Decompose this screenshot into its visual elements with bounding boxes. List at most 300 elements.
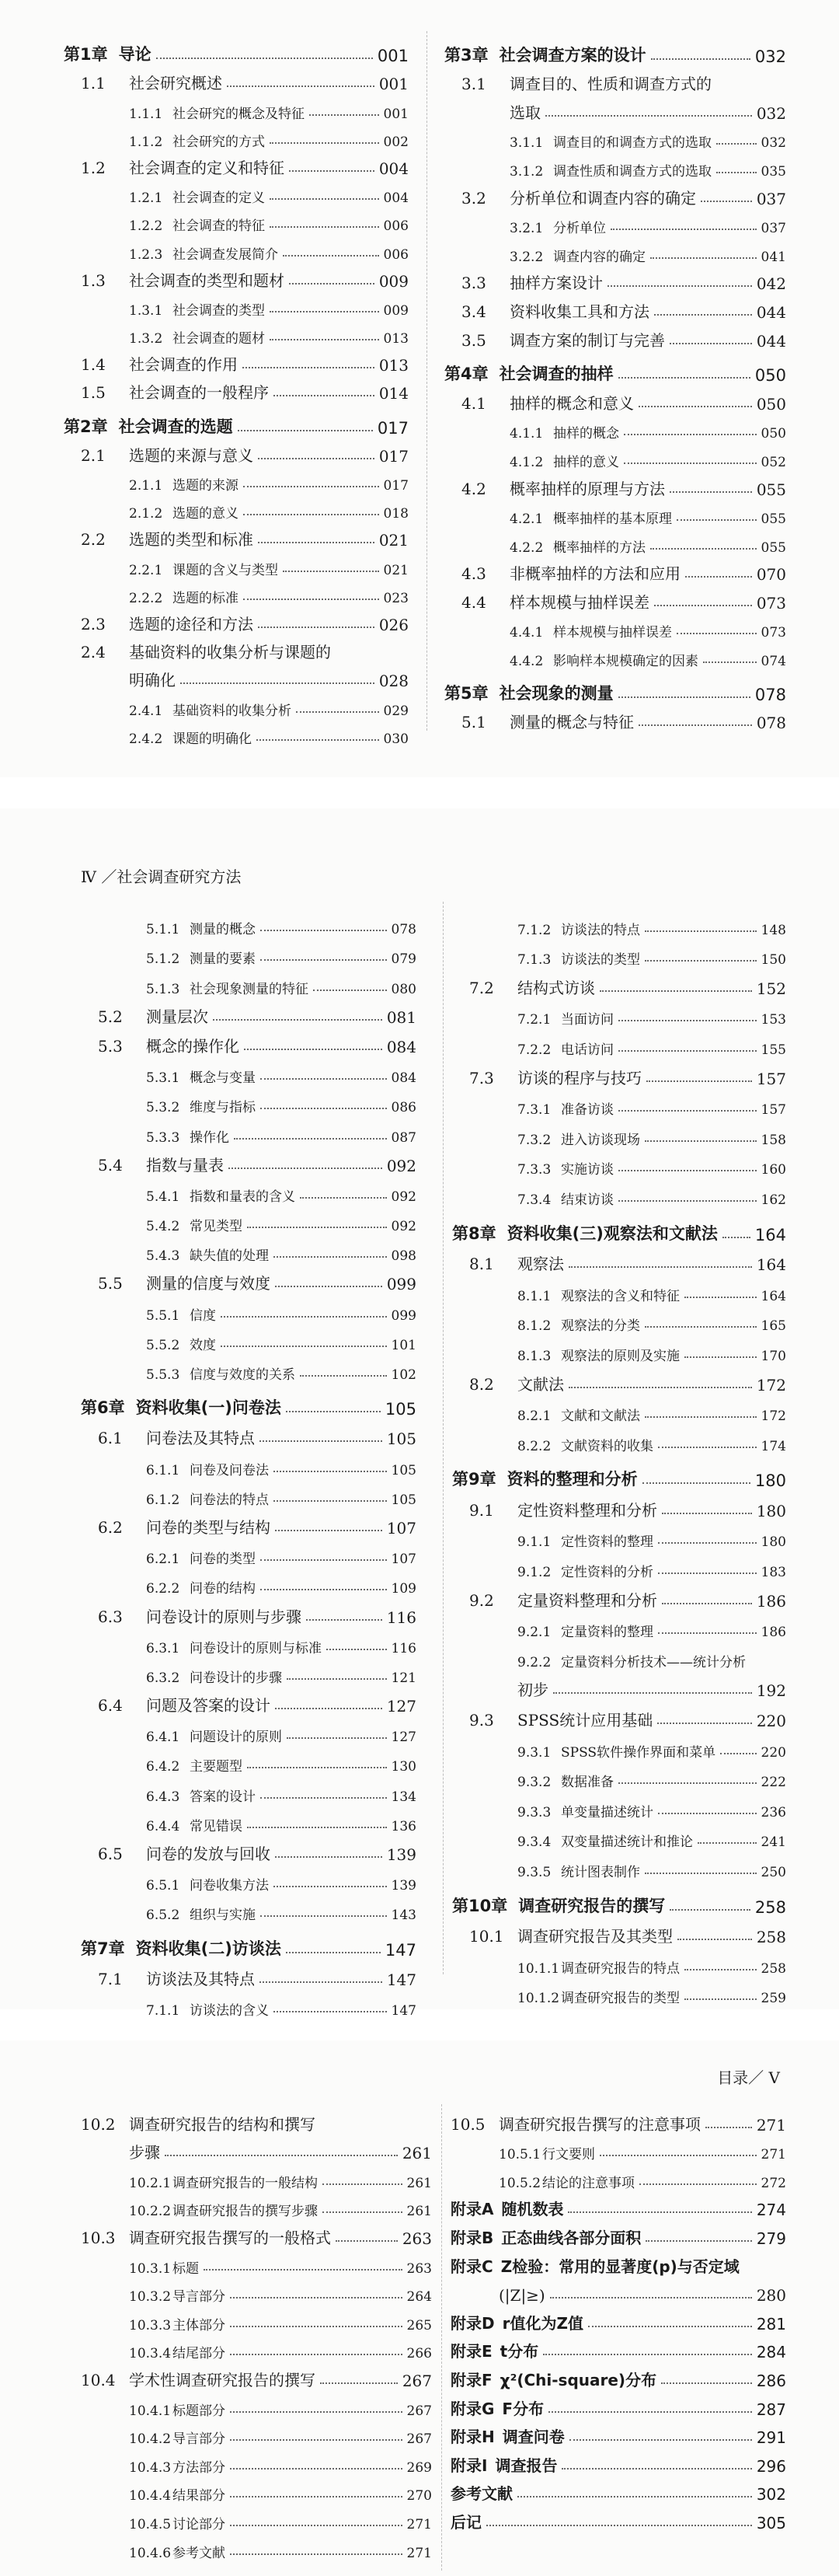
leader-dots xyxy=(650,257,757,259)
leader-dots xyxy=(645,1873,757,1874)
entry-number: 第3章 xyxy=(444,45,489,65)
subsection-entry[interactable] xyxy=(81,1627,416,1656)
entry-title: 信度与效度的关系 xyxy=(190,1367,295,1383)
subsection-entry[interactable] xyxy=(81,1567,416,1597)
entry-title: 调查研究报告的结构和撰写 xyxy=(129,2114,315,2134)
entry-title: 分析单位和调查内容的确定 xyxy=(510,188,696,208)
section-entry[interactable] xyxy=(64,263,409,291)
section-entry[interactable] xyxy=(452,1580,786,1611)
section-entry[interactable] xyxy=(444,180,786,208)
section-entry[interactable] xyxy=(444,265,786,294)
leader-dots xyxy=(677,633,757,634)
subsection-entry[interactable] xyxy=(64,494,409,522)
leader-dots xyxy=(180,682,374,684)
entry-title: 访谈法及其特点 xyxy=(146,1969,255,1988)
subsection-entry[interactable] xyxy=(451,2134,786,2163)
subsection-entry[interactable] xyxy=(452,1550,786,1580)
subsection-entry[interactable] xyxy=(64,234,409,262)
leader-dots xyxy=(230,2525,402,2526)
appendix-entry[interactable] xyxy=(451,2390,786,2419)
page-number: 261 xyxy=(406,2175,432,2191)
leader-dots xyxy=(283,255,379,257)
subsection-entry[interactable] xyxy=(452,1946,786,1977)
section-entry[interactable] xyxy=(64,150,409,178)
entry-number: 1.2.1 xyxy=(129,190,163,207)
entry-number: 9.1 xyxy=(469,1500,494,1520)
appendix-entry[interactable] xyxy=(451,2361,786,2390)
entry-number: 10.4.4 xyxy=(129,2488,172,2504)
section-entry[interactable] xyxy=(452,1917,786,1947)
leader-dots xyxy=(646,1080,752,1082)
page-number: 099 xyxy=(386,1275,416,1294)
page-number: 055 xyxy=(761,511,786,528)
subsection-entry[interactable] xyxy=(81,2248,432,2277)
chapter-entry[interactable] xyxy=(444,357,786,386)
appendix-entry[interactable] xyxy=(451,2219,786,2248)
subsection-entry[interactable] xyxy=(64,550,409,578)
subsection-entry[interactable] xyxy=(444,613,786,641)
page-number: 041 xyxy=(761,249,786,265)
leader-dots xyxy=(716,172,757,173)
subsection-entry[interactable] xyxy=(444,641,786,669)
subsection-entry[interactable] xyxy=(81,1805,416,1834)
section-entry[interactable] xyxy=(81,2361,432,2390)
entry-number: 第8章 xyxy=(452,1223,496,1243)
entry-title: 常见错误 xyxy=(190,1818,242,1834)
entry-number: 第10章 xyxy=(452,1896,508,1915)
entry-number: 1.2.3 xyxy=(129,246,163,263)
subsection-entry[interactable] xyxy=(444,123,786,152)
leader-dots xyxy=(287,1678,387,1680)
section-entry[interactable] xyxy=(452,1700,786,1730)
entry-title: 定量资料的整理 xyxy=(561,1625,653,1641)
subsection-entry[interactable] xyxy=(452,1148,786,1178)
leader-dots xyxy=(322,2183,402,2185)
entry-number: 9.3.5 xyxy=(517,1865,552,1880)
entry-number: 第9章 xyxy=(452,1470,496,1489)
section-entry[interactable] xyxy=(81,2219,432,2248)
subsection-entry[interactable] xyxy=(81,1056,416,1086)
subsection-entry[interactable] xyxy=(81,1293,416,1323)
section-entry[interactable] xyxy=(444,704,786,733)
subsection-entry[interactable] xyxy=(452,1850,786,1880)
subsection-entry[interactable] xyxy=(444,236,786,265)
entry-continuation-entry[interactable] xyxy=(444,94,786,123)
entry-title: 后记 xyxy=(451,2512,482,2532)
page-number: 042 xyxy=(756,274,786,294)
chapter-entry[interactable] xyxy=(64,37,409,65)
section-entry[interactable] xyxy=(444,66,786,95)
appendix-entry[interactable] xyxy=(451,2248,786,2277)
page-number: 267 xyxy=(406,2403,432,2419)
subsection-entry[interactable] xyxy=(64,291,409,319)
appendix-entry[interactable] xyxy=(451,2447,786,2476)
subsection-entry[interactable] xyxy=(64,719,409,747)
leader-dots xyxy=(618,1170,757,1171)
entry-continuation-entry[interactable] xyxy=(452,1670,786,1701)
entry-number: 4.2.1 xyxy=(510,511,544,528)
leader-dots xyxy=(275,1856,382,1858)
leader-dots xyxy=(260,1589,387,1590)
section-entry[interactable] xyxy=(452,1244,786,1275)
entry-number: 10.4.2 xyxy=(129,2431,172,2448)
subsection-entry[interactable] xyxy=(64,319,409,347)
leader-dots xyxy=(256,739,379,741)
page-number: 101 xyxy=(391,1337,416,1353)
entry-title: 概念的操作化 xyxy=(146,1036,239,1056)
subsection-entry[interactable] xyxy=(81,1478,416,1508)
entry-title: 测量的概念 xyxy=(190,922,256,938)
subsection-entry[interactable] xyxy=(444,414,786,442)
subsection-entry[interactable] xyxy=(81,1716,416,1745)
entry-number: 5.4.1 xyxy=(146,1189,180,1205)
entry-number: 6.4.2 xyxy=(146,1759,180,1775)
subsection-entry[interactable] xyxy=(452,1820,786,1851)
chapter-entry[interactable] xyxy=(452,1887,786,1917)
entry-title: 指数和量表的含义 xyxy=(190,1189,295,1205)
page-number: 009 xyxy=(383,302,409,319)
subsection-entry[interactable] xyxy=(452,1730,786,1761)
page-number: 241 xyxy=(761,1834,786,1851)
entry-title: 社会现象的测量 xyxy=(499,683,614,703)
entry-title: 参考文献 xyxy=(451,2484,513,2504)
subsection-entry[interactable] xyxy=(452,998,786,1028)
subsection-entry[interactable] xyxy=(81,2162,432,2191)
subsection-entry[interactable] xyxy=(452,1334,786,1364)
entry-title: 标题 xyxy=(172,2260,199,2277)
appendix-entry[interactable] xyxy=(451,2504,786,2532)
subsection-entry[interactable] xyxy=(444,527,786,556)
entry-title: 实施访谈 xyxy=(561,1162,614,1178)
section-entry[interactable] xyxy=(444,470,786,499)
subsection-entry[interactable] xyxy=(81,1234,416,1264)
appendix-entry[interactable] xyxy=(451,2476,786,2504)
entry-title: 准备访谈 xyxy=(561,1102,614,1119)
section-entry[interactable] xyxy=(81,997,416,1027)
section-entry[interactable] xyxy=(444,385,786,414)
entry-title: 测量层次 xyxy=(146,1007,208,1026)
entry-title: 讨论部分 xyxy=(172,2516,225,2532)
entry-number: 7.2.2 xyxy=(517,1042,552,1058)
leader-dots xyxy=(313,990,387,991)
page-number: 074 xyxy=(761,654,786,670)
chapter-entry[interactable] xyxy=(81,1929,416,1959)
section-entry[interactable] xyxy=(81,2106,432,2134)
entry-title: 问卷的类型与结构 xyxy=(146,1517,270,1537)
entry-title: 社会调查的特征 xyxy=(172,218,265,235)
entry-continuation-entry[interactable] xyxy=(81,2134,432,2163)
entry-title: 文献和文献法 xyxy=(561,1408,640,1425)
subsection-entry[interactable] xyxy=(452,1028,786,1058)
chapter-entry[interactable] xyxy=(64,409,409,437)
page-number: 302 xyxy=(756,2485,786,2504)
leader-dots xyxy=(242,367,374,368)
subsection-entry[interactable] xyxy=(81,967,416,997)
entry-number: 4.1.2 xyxy=(510,454,544,470)
appendix-entry[interactable] xyxy=(451,2419,786,2448)
page-number: 092 xyxy=(391,1189,416,1205)
page-number: 013 xyxy=(383,331,409,347)
subsection-entry[interactable] xyxy=(81,1205,416,1234)
subsection-entry[interactable] xyxy=(81,2333,432,2362)
entry-title: 概念与变量 xyxy=(190,1070,256,1087)
entry-title: 社会调查方案的设计 xyxy=(499,45,646,65)
leader-dots xyxy=(650,548,757,550)
chapter-entry[interactable] xyxy=(444,675,786,704)
subsection-entry[interactable] xyxy=(64,206,409,234)
subsection-entry[interactable] xyxy=(452,1088,786,1119)
subsection-entry[interactable] xyxy=(81,1448,416,1478)
page-number: 032 xyxy=(761,135,786,152)
subsection-entry[interactable] xyxy=(81,1894,416,1923)
entry-number: 5.3 xyxy=(98,1036,123,1056)
entry-title: 选题的途径和方法 xyxy=(129,614,253,634)
entry-title: 导言部分 xyxy=(172,2431,225,2448)
entry-title: 初步 xyxy=(517,1681,548,1700)
subsection-entry[interactable] xyxy=(64,122,409,150)
section-entry[interactable] xyxy=(81,1597,416,1626)
subsection-entry[interactable] xyxy=(81,1175,416,1205)
subsection-entry[interactable] xyxy=(452,1424,786,1454)
entry-number: 3.5 xyxy=(461,330,486,350)
page-number: 192 xyxy=(756,1681,786,1701)
leader-dots xyxy=(243,514,379,515)
entry-number: 附录A xyxy=(451,2200,494,2219)
chapter-entry[interactable] xyxy=(452,1461,786,1491)
page-number: 116 xyxy=(391,1640,416,1656)
page-number: 014 xyxy=(378,384,409,403)
section-entry[interactable] xyxy=(64,522,409,550)
page-number: 079 xyxy=(391,951,416,968)
subsection-entry[interactable] xyxy=(81,1745,416,1775)
toc-column-right xyxy=(452,908,786,2006)
section-entry[interactable] xyxy=(81,1419,416,1448)
entry-title: 结束访谈 xyxy=(561,1192,614,1208)
section-entry[interactable] xyxy=(81,1027,416,1056)
subsection-entry[interactable] xyxy=(444,151,786,180)
entry-title: 抽样的概念和意义 xyxy=(510,393,634,413)
subsection-entry[interactable] xyxy=(452,1178,786,1208)
leader-dots xyxy=(684,1969,757,1970)
entry-continuation-entry[interactable] xyxy=(451,2277,786,2305)
section-entry[interactable] xyxy=(81,1264,416,1293)
subsection-entry[interactable] xyxy=(64,578,409,606)
subsection-entry[interactable] xyxy=(81,1115,416,1145)
section-entry[interactable] xyxy=(81,1834,416,1864)
section-entry[interactable] xyxy=(452,968,786,998)
page-number: 261 xyxy=(402,2144,432,2163)
appendix-entry[interactable] xyxy=(451,2191,786,2220)
chapter-entry[interactable] xyxy=(81,1389,416,1419)
subsection-entry[interactable] xyxy=(81,1086,416,1115)
entry-title: 问卷的发放与回收 xyxy=(146,1845,270,1863)
entry-number: 2.1.2 xyxy=(129,506,163,522)
page-number: 004 xyxy=(383,190,409,207)
subsection-entry[interactable] xyxy=(81,2476,432,2504)
entry-number: 第1章 xyxy=(64,45,108,65)
subsection-entry[interactable] xyxy=(81,2532,432,2561)
page-number: 160 xyxy=(761,1162,786,1178)
entry-title: 访谈法的类型 xyxy=(561,952,640,969)
entry-title: 访谈法的特点 xyxy=(561,922,640,938)
toc-page-1 xyxy=(0,0,839,777)
subsection-entry[interactable] xyxy=(64,690,409,718)
subsection-entry[interactable] xyxy=(81,2504,432,2532)
section-entry[interactable] xyxy=(64,606,409,634)
entry-number: 7.2 xyxy=(469,978,494,997)
subsection-entry[interactable] xyxy=(452,1274,786,1304)
entry-number: 7.3.2 xyxy=(517,1132,552,1148)
subsection-entry[interactable] xyxy=(444,442,786,470)
subsection-entry[interactable] xyxy=(451,2162,786,2191)
entry-title: 当面访问 xyxy=(561,1012,614,1028)
section-entry[interactable] xyxy=(64,438,409,466)
page-number: 286 xyxy=(756,2371,786,2390)
leader-dots xyxy=(230,2439,402,2441)
page-number: 270 xyxy=(406,2488,432,2504)
subsection-entry[interactable] xyxy=(81,2277,432,2305)
section-entry[interactable] xyxy=(81,1508,416,1538)
subsection-entry[interactable] xyxy=(452,1118,786,1148)
section-entry[interactable] xyxy=(64,634,409,662)
subsection-entry[interactable] xyxy=(452,1640,786,1670)
entry-title: 影响样本规模确定的因素 xyxy=(553,654,698,670)
subsection-entry[interactable] xyxy=(452,1394,786,1425)
subsection-entry[interactable] xyxy=(452,1520,786,1551)
page-number: 086 xyxy=(391,1100,416,1116)
page-number: 098 xyxy=(391,1248,416,1265)
entry-number: 6.5 xyxy=(98,1845,123,1863)
leader-dots xyxy=(234,1138,387,1140)
subsection-entry[interactable] xyxy=(81,2419,432,2448)
entry-title: 资料收集(一)问卷法 xyxy=(135,1398,281,1418)
section-entry[interactable] xyxy=(452,1364,786,1394)
leader-dots xyxy=(646,2240,752,2242)
section-entry[interactable] xyxy=(64,375,409,403)
subsection-entry[interactable] xyxy=(81,1864,416,1894)
entry-number: 1.3.2 xyxy=(129,331,163,347)
leader-dots xyxy=(273,1471,387,1472)
appendix-entry[interactable] xyxy=(451,2333,786,2362)
subsection-entry[interactable] xyxy=(452,1977,786,2007)
entry-title: 随机数表 xyxy=(501,2200,564,2219)
subsection-entry[interactable] xyxy=(81,2191,432,2220)
subsection-entry[interactable] xyxy=(81,1656,416,1686)
subsection-entry[interactable] xyxy=(81,2305,432,2333)
section-entry[interactable] xyxy=(64,347,409,375)
entry-number: 9.3.3 xyxy=(517,1804,552,1820)
subsection-entry[interactable] xyxy=(64,93,409,121)
entry-title: 明确化 xyxy=(129,671,176,690)
leader-dots xyxy=(543,2354,752,2355)
entry-number: 10.3.4 xyxy=(129,2346,172,2362)
entry-number: 10.1.2 xyxy=(517,1991,560,2007)
page-number: 078 xyxy=(756,714,786,733)
entry-title: 问卷收集方法 xyxy=(190,1878,269,1894)
subsection-entry[interactable] xyxy=(444,208,786,237)
entry-title: 电话访问 xyxy=(561,1042,614,1058)
column-divider xyxy=(426,31,427,731)
entry-title: 社会调查发展简介 xyxy=(172,246,278,263)
subsection-entry[interactable] xyxy=(452,908,786,938)
subsection-entry[interactable] xyxy=(81,1353,416,1383)
subsection-entry[interactable] xyxy=(81,1324,416,1353)
subsection-entry[interactable] xyxy=(452,1790,786,1820)
section-entry[interactable] xyxy=(452,1058,786,1088)
page-number: 258 xyxy=(754,1897,786,1917)
subsection-entry[interactable] xyxy=(81,1538,416,1567)
subsection-entry[interactable] xyxy=(452,1611,786,1641)
subsection-entry[interactable] xyxy=(81,908,416,937)
entry-title: 观察法的原则及实施 xyxy=(561,1348,680,1364)
page-number: 102 xyxy=(391,1367,416,1383)
entry-title: 参考文献 xyxy=(172,2545,225,2561)
entry-number: 6.5.2 xyxy=(146,1908,180,1924)
subsection-entry[interactable] xyxy=(64,178,409,206)
subsection-entry[interactable] xyxy=(81,937,416,967)
subsection-entry[interactable] xyxy=(452,1761,786,1791)
chapter-entry[interactable] xyxy=(452,1214,786,1244)
section-entry[interactable] xyxy=(64,65,409,93)
entry-number: 5.1.2 xyxy=(146,951,180,968)
entry-number: 1.4 xyxy=(81,355,106,375)
entry-number: 4.4 xyxy=(461,592,486,612)
leader-dots xyxy=(227,86,374,87)
leader-dots xyxy=(300,1375,387,1377)
entry-title: 资料收集(三)观察法和文献法 xyxy=(507,1223,718,1243)
subsection-entry[interactable] xyxy=(81,2390,432,2419)
subsection-entry[interactable] xyxy=(64,466,409,494)
section-entry[interactable] xyxy=(444,584,786,613)
section-entry[interactable] xyxy=(81,1960,416,1989)
leader-dots xyxy=(296,711,379,713)
section-entry[interactable] xyxy=(81,1146,416,1175)
subsection-entry[interactable] xyxy=(81,1989,416,2019)
section-entry[interactable] xyxy=(451,2106,786,2134)
section-entry[interactable] xyxy=(444,556,786,585)
section-entry[interactable] xyxy=(452,1490,786,1520)
section-entry[interactable] xyxy=(81,1686,416,1716)
entry-title: 问卷设计的原则与步骤 xyxy=(146,1607,301,1626)
entry-title: 调查性质和调查方式的选取 xyxy=(553,163,712,180)
entry-continuation-entry[interactable] xyxy=(64,662,409,690)
subsection-entry[interactable] xyxy=(444,499,786,528)
entry-title: 抽样的概念 xyxy=(553,426,619,442)
subsection-entry[interactable] xyxy=(81,2447,432,2476)
entry-title: 调查内容的确定 xyxy=(553,249,646,265)
entry-number: 10.3.2 xyxy=(129,2289,172,2305)
entry-number: 6.4.4 xyxy=(146,1818,180,1834)
section-entry[interactable] xyxy=(444,293,786,322)
section-entry[interactable] xyxy=(444,322,786,351)
entry-title: 缺失值的处理 xyxy=(190,1248,269,1265)
chapter-entry[interactable] xyxy=(444,37,786,66)
subsection-entry[interactable] xyxy=(452,1304,786,1335)
entry-number: 9.2 xyxy=(469,1590,494,1610)
page-number: 172 xyxy=(761,1408,786,1425)
leader-dots xyxy=(260,1078,387,1080)
entry-number: 9.3.2 xyxy=(517,1775,552,1791)
appendix-entry[interactable] xyxy=(451,2305,786,2333)
subsection-entry[interactable] xyxy=(452,938,786,969)
leader-dots xyxy=(204,2269,402,2271)
entry-title: 社会调查的定义和特征 xyxy=(129,158,284,177)
page-number: 266 xyxy=(406,2346,432,2362)
leader-dots xyxy=(618,1110,757,1112)
entry-number: 9.2.1 xyxy=(517,1625,552,1641)
entry-number: 1.1.2 xyxy=(129,134,163,150)
subsection-entry[interactable] xyxy=(81,1775,416,1804)
